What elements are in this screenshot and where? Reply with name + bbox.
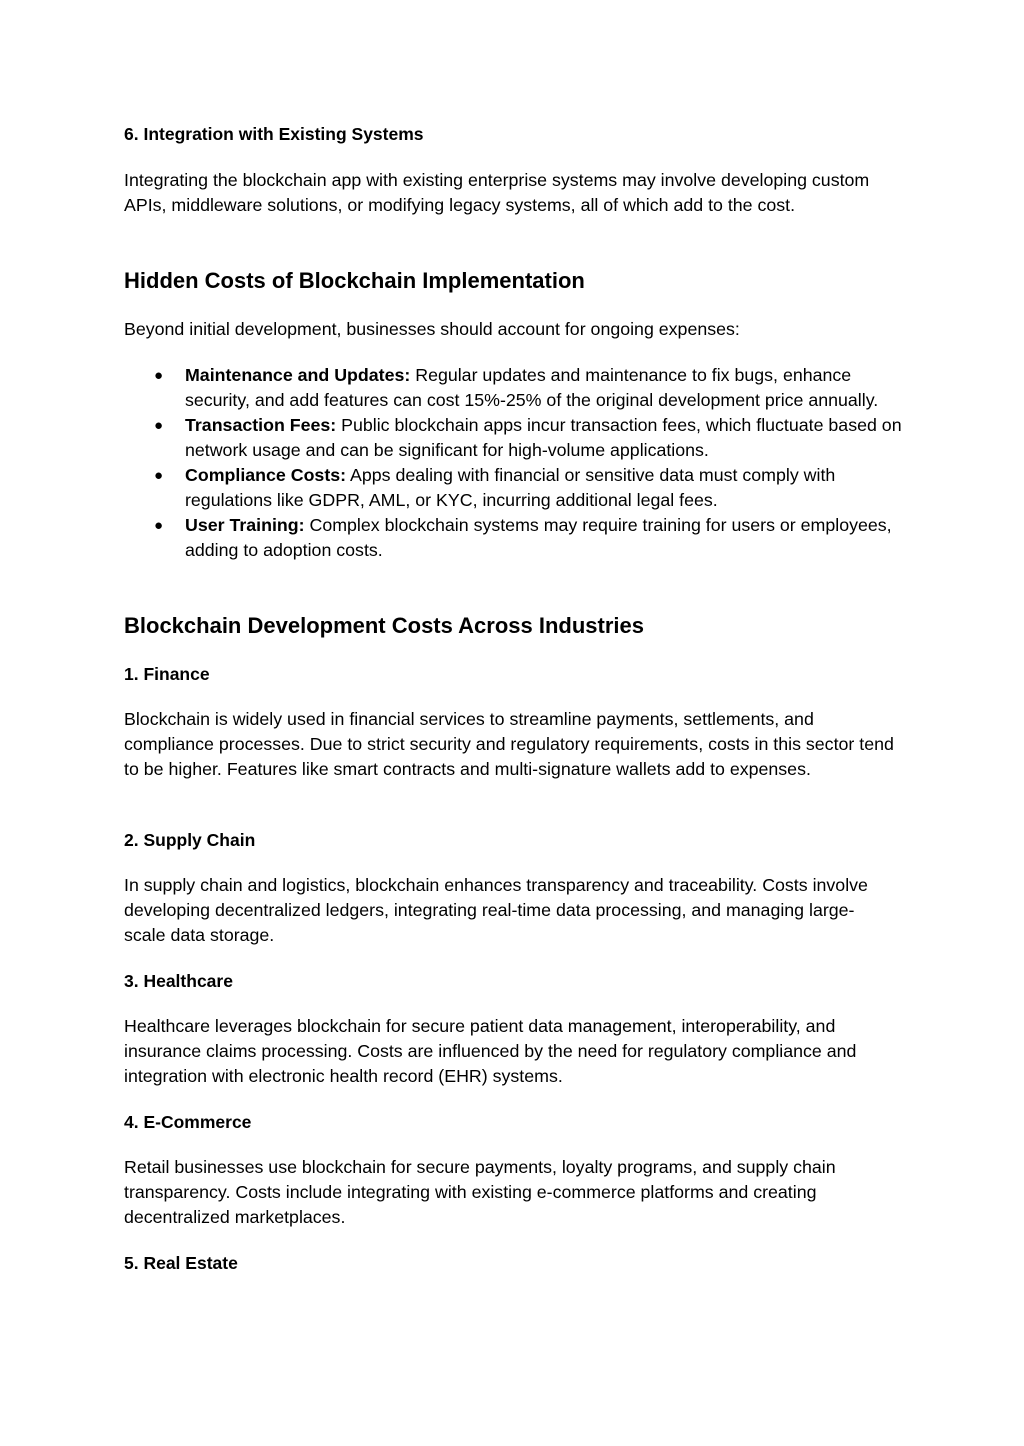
paragraph-integration: Integrating the blockchain app with existing enterprise systems may involve developing custom APIs, middleware solutions, or modifying legacy systems, all of which add to the cost. — [124, 170, 870, 215]
list-item-label: Transaction Fees: — [185, 415, 337, 435]
bullet-icon: ● — [154, 417, 164, 434]
bullet-icon: ● — [154, 467, 164, 484]
paragraph-ecommerce: Retail businesses use blockchain for secure payments, loyalty programs, and supply chain transparency. Costs include integrating with existing e-commerce platforms and creating decentralized marketplaces. — [124, 1157, 836, 1227]
heading-industries: Blockchain Development Costs Across Industries — [124, 613, 644, 638]
section-heading-real-estate: 5. Real Estate — [124, 1253, 238, 1273]
section-heading-integration: 6. Integration with Existing Systems — [124, 124, 424, 144]
section-heading-finance: 1. Finance — [124, 664, 210, 684]
heading-hidden-costs: Hidden Costs of Blockchain Implementation — [124, 268, 585, 293]
list-item — [124, 513, 904, 563]
list-item-text: Regular updates and maintenance to fix bugs, enhance security, and add features can cost 15%-25% of the original development price annually. — [185, 365, 879, 410]
list-item — [124, 413, 904, 463]
paragraph-supply-chain: In supply chain and logistics, blockchain enhances transparency and traceability. Costs involve developing decentralized ledgers, integrating real-time data processing, and managing large-scale data storage. — [124, 875, 868, 945]
paragraph-healthcare: Healthcare leverages blockchain for secure patient data management, interoperability, and insurance claims processing. Costs are influenced by the need for regulatory compliance and integration with electronic health record (EHR) systems. — [124, 1016, 857, 1086]
paragraph-finance: Blockchain is widely used in financial services to streamline payments, settlements, and compliance processes. Due to strict security and regulatory requirements, costs in this sector tend to be higher. Features like smart contracts and multi-signature wallets add to expenses. — [124, 709, 894, 779]
list-item-label: User Training: — [185, 515, 305, 535]
list-item — [124, 463, 904, 513]
section-heading-supply-chain: 2. Supply Chain — [124, 830, 256, 850]
bullet-icon: ● — [154, 367, 164, 384]
list-item-text: Apps dealing with financial or sensitive data must comply with regulations like GDPR, AML, or KYC, incurring additional legal fees. — [185, 465, 836, 510]
bullet-icon: ● — [154, 517, 164, 534]
section-heading-ecommerce: 4. E-Commerce — [124, 1112, 252, 1132]
list-item-label: Compliance Costs: — [185, 465, 347, 485]
paragraph-hidden-costs-intro: Beyond initial development, businesses should account for ongoing expenses: — [124, 319, 740, 339]
list-item — [124, 363, 904, 413]
list-item-label: Maintenance and Updates: — [185, 365, 411, 385]
section-heading-healthcare: 3. Healthcare — [124, 971, 233, 991]
list-item-text: Complex blockchain systems may require training for users or employees, adding to adoption costs. — [185, 515, 892, 560]
list-item-text: Public blockchain apps incur transaction fees, which fluctuate based on network usage and can be significant for high-volume applications. — [185, 415, 902, 460]
hidden-costs-list — [124, 363, 904, 563]
